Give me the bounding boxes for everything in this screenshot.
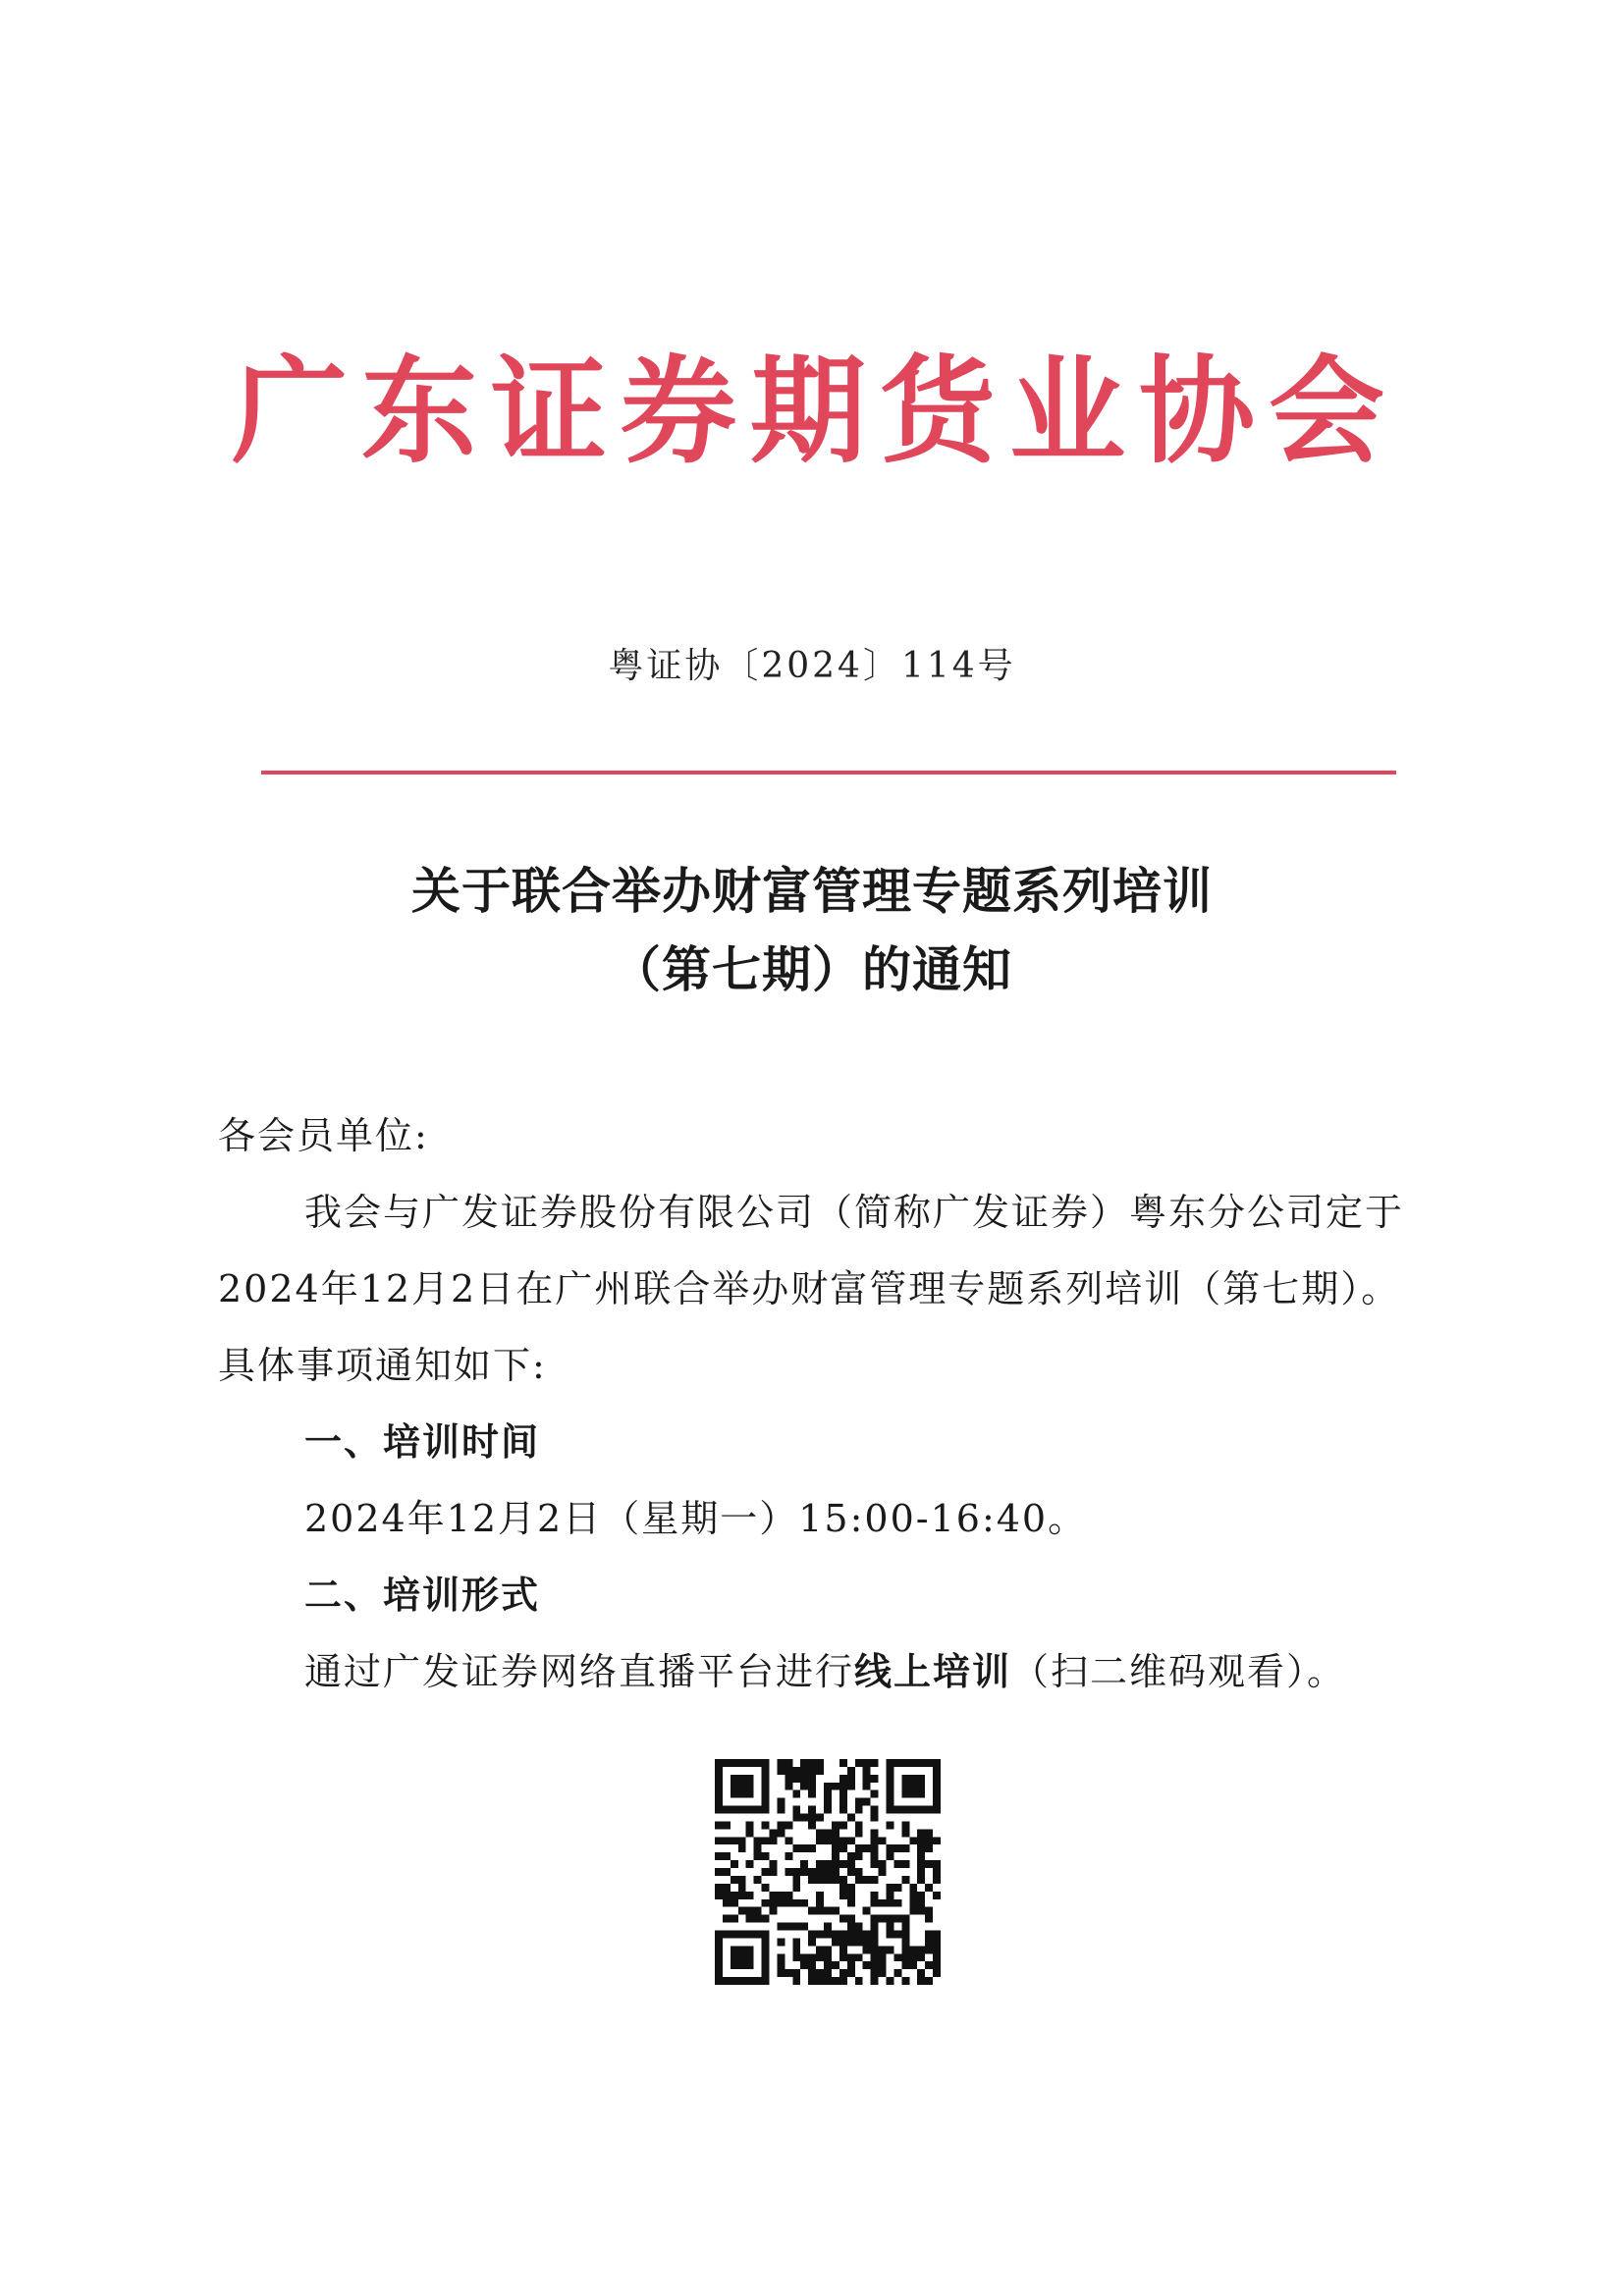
section-1-heading: 一、培训时间 (304, 1420, 541, 1464)
qr-code-icon[interactable] (715, 1759, 941, 1985)
notice-body (218, 1097, 1435, 1710)
section-2-text-after: （扫二维码观看）。 (1011, 1650, 1347, 1693)
section-2-text-before: 通过广发证券网络直播平台进行 (304, 1650, 855, 1693)
intro-paragraph: 我会与广发证券股份有限公司（简称广发证券）粤东分公司定于2024年12月2日在广州联合举办财富管理专题系列培训（第七期）。具体事项通知如下: (218, 1191, 1405, 1387)
notice-title (196, 852, 1428, 1009)
document-number: 粤证协〔2024〕114号 (608, 646, 1016, 686)
title-line-1: 关于联合举办财富管理专题系列培训 (411, 863, 1213, 920)
red-divider (261, 771, 1396, 774)
section-2-text (218, 1633, 1435, 1710)
salutation: 各会员单位: (218, 1114, 429, 1157)
organization-header: 广东证券期货业协会 (231, 344, 1398, 479)
title-line-2: （第七期）的通知 (612, 941, 1012, 998)
section-1-text: 2024年12月2日（星期一）15:00-16:40。 (304, 1497, 1088, 1540)
section-2-heading: 二、培训形式 (304, 1574, 541, 1617)
section-2-text-bold: 线上培训 (854, 1650, 1012, 1693)
